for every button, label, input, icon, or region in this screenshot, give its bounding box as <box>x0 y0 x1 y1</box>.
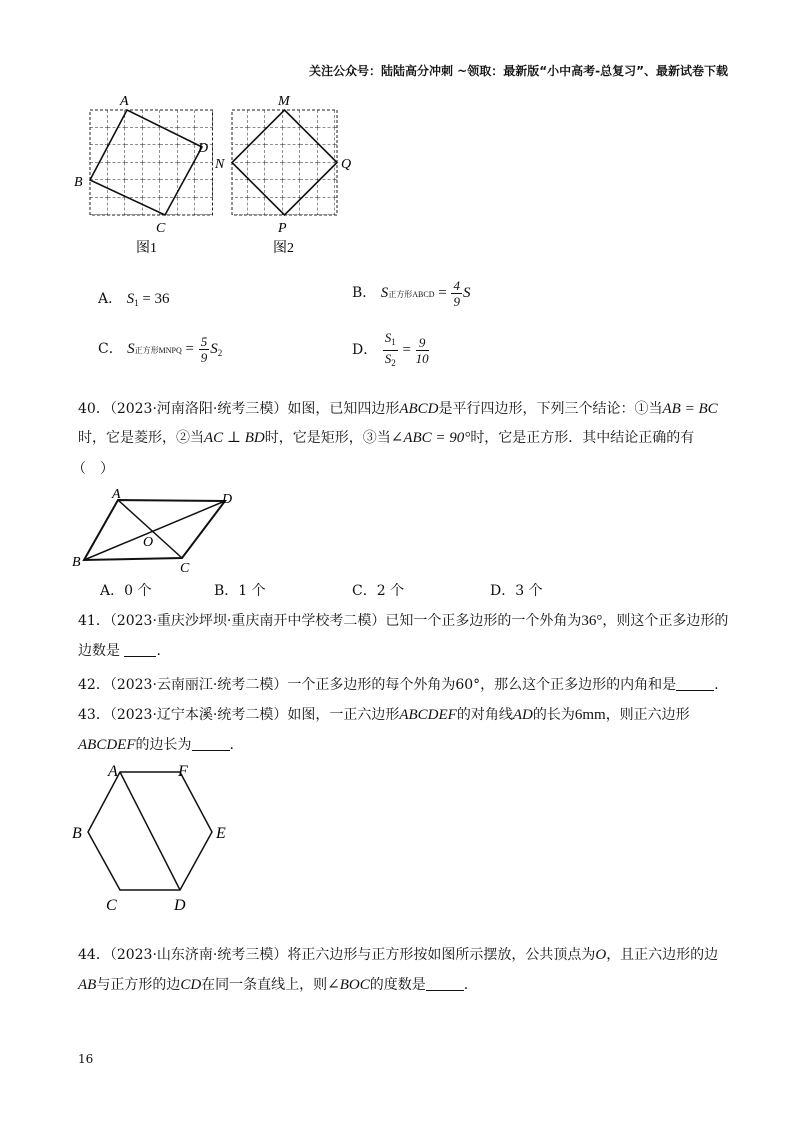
hex-label-A: A <box>108 763 118 780</box>
q42-line: 42．（2023·云南丽江·统考二模）一个正多边形的每个外角为60°，那么这个正多边形的内角和是 . <box>78 677 719 693</box>
hex-label-F: F <box>178 763 188 780</box>
option-letter: D． <box>352 341 378 358</box>
page-header: 关注公众号：陆陆高分冲刺 ~领取：最新版“小中高考-总复习”、最新试卷下载 <box>309 64 728 78</box>
q40-option-d[interactable]: D．3 个 <box>490 583 543 599</box>
fig1-label-D: D <box>198 141 209 156</box>
grid-figures <box>70 92 370 262</box>
q44-line-2: AB与正方形的边CD在同一条直线上，则∠BOC的度数是 . <box>78 977 469 993</box>
q42-answer-blank[interactable] <box>676 676 714 691</box>
fig1-label-A: A <box>120 94 129 109</box>
fig2-label-P: P <box>278 221 287 236</box>
label-A: A <box>112 488 121 502</box>
page-number: 16 <box>78 1052 94 1066</box>
q39-option-c[interactable]: C． S正方形MNPQ = $\frac{5}{9}$ $S_2$ <box>98 334 223 365</box>
q41-line-1: 41．（2023·重庆沙坪坝·重庆南开中学校考二模）已知一个正多边形的一个外角为36°，则这个正多边形的 <box>78 613 729 629</box>
diagonal-AD <box>120 772 180 890</box>
hexagon-figure <box>68 760 248 918</box>
fig2-label-M: M <box>278 94 290 109</box>
fig2-grid <box>232 110 337 215</box>
fig2-label-Q: Q <box>341 157 352 172</box>
fig2-caption: 图2 <box>273 241 294 256</box>
q44-answer-blank[interactable] <box>426 976 464 991</box>
q44-line-1: 44．（2023·山东济南·统考三模）将正六边形与正方形按如图所示摆放，公共顶点为O，且正六边形的边 <box>78 947 719 963</box>
q40-answer-paren: （ ） <box>72 461 114 477</box>
fig2-label-N: N <box>215 157 225 172</box>
label-C: C <box>180 561 190 576</box>
fig1-label-C: C <box>156 221 166 236</box>
parallelogram-figure <box>70 488 250 576</box>
q40-option-c[interactable]: C．2 个 <box>352 583 405 599</box>
fig1-caption: 图1 <box>136 241 157 256</box>
q39-option-b[interactable]: B． S正方形ABCD = $\frac{4}{9}$ S <box>352 278 471 309</box>
option-letter: C． <box>98 340 123 357</box>
hex-label-D: D <box>174 897 186 914</box>
option-letter: A． <box>98 291 123 307</box>
label-D: D <box>222 492 233 507</box>
q43-line-2: ABCDEF的边长为 . <box>78 737 234 753</box>
q40-line-1: 40．（2023·河南洛阳·统考三模）如图，已知四边形ABCD是平行四边形，下列三个结论：①当AB = BC <box>78 401 718 417</box>
hex-label-C: C <box>106 897 117 914</box>
q40-option-a[interactable]: A．0 个 <box>100 583 152 599</box>
q40-option-b[interactable]: B．1 个 <box>214 583 266 599</box>
q39-option-a[interactable]: A． $S_1 = 36$ <box>98 291 170 308</box>
hex-label-B: B <box>72 825 82 842</box>
q40-line-2: 时，它是菱形，②当AC ⊥ BD时，它是矩形，③当∠ABC = 90°时，它是正方形．其中结论正确的有 <box>78 430 695 446</box>
option-letter: B． <box>352 284 377 301</box>
q43-answer-blank[interactable] <box>192 736 230 751</box>
hex-label-E: E <box>216 825 226 842</box>
label-O: O <box>143 535 154 550</box>
q41-line-2: 边数是 . <box>78 643 161 659</box>
q43-line-1: 43．（2023·辽宁本溪·统考二模）如图，一正六边形ABCDEF的对角线AD的长为6mm，则正六边形 <box>78 707 690 723</box>
fig1-label-B: B <box>74 175 83 190</box>
q41-answer-blank[interactable] <box>124 642 156 657</box>
q39-option-d[interactable]: D． $\frac{S_1}{S_2}$ = $\frac{9}{10}$ <box>352 330 429 368</box>
label-B: B <box>72 555 81 570</box>
